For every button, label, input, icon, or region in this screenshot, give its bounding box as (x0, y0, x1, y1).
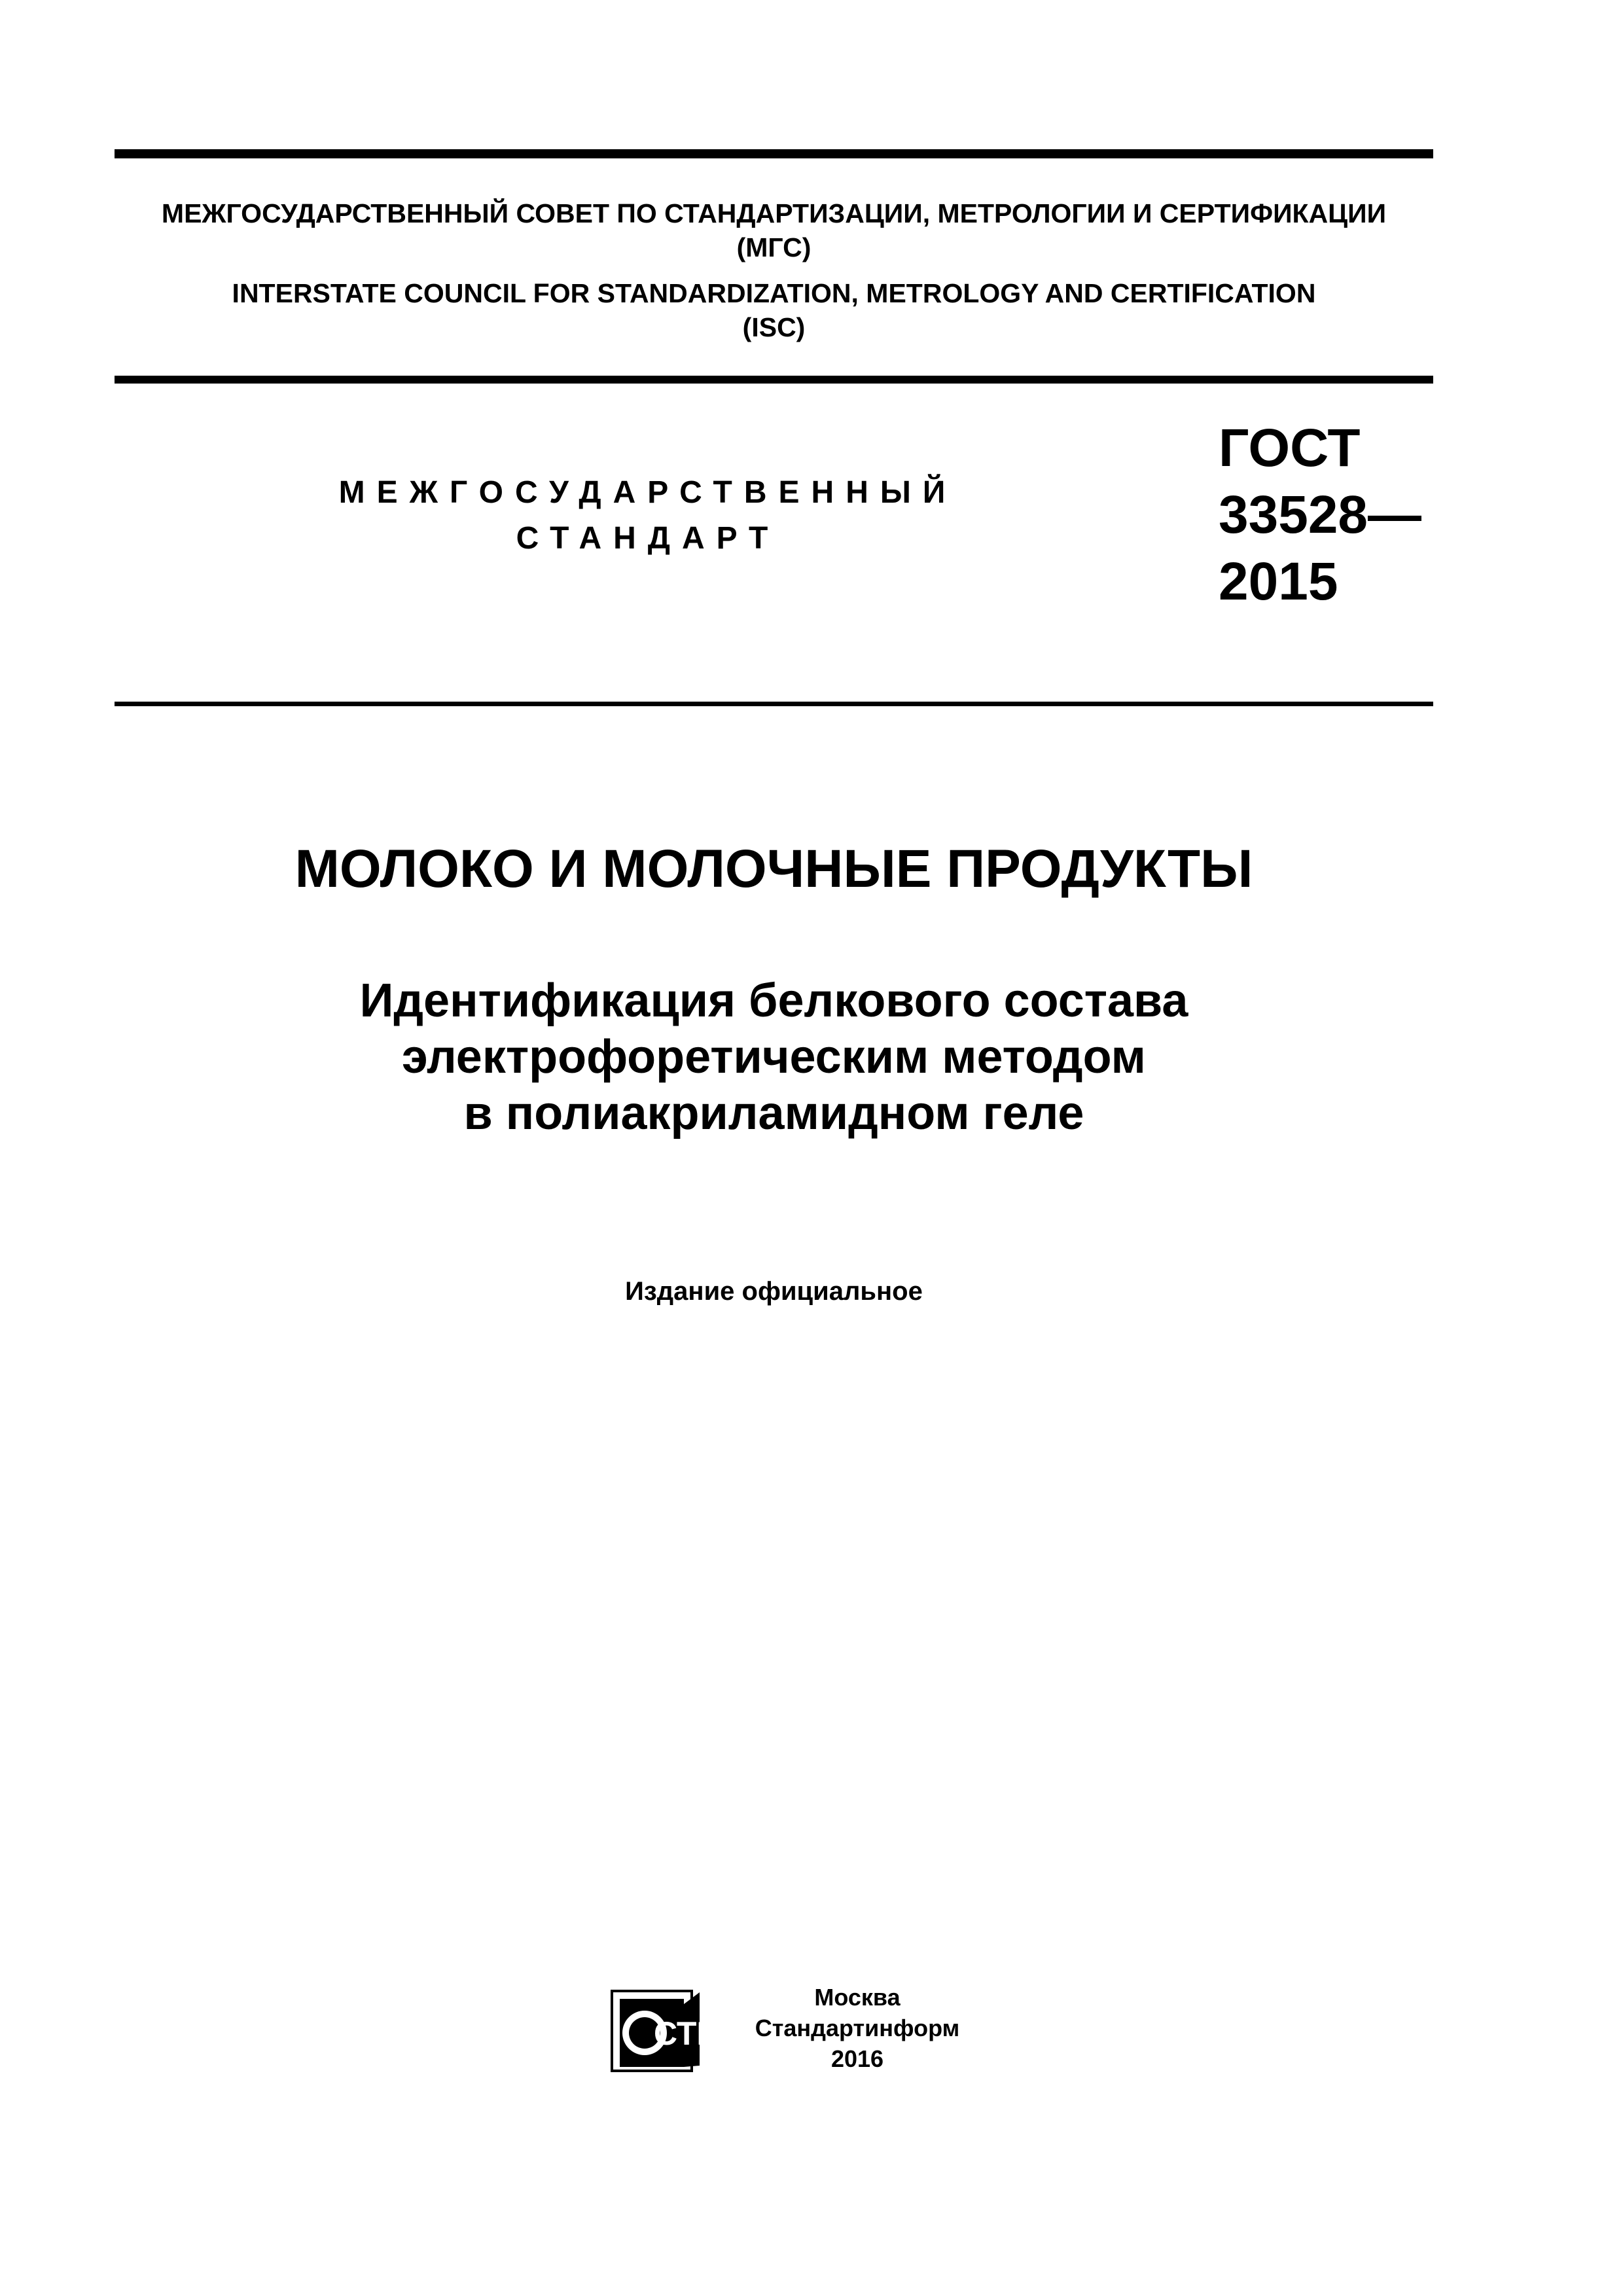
logo-text: СТИ (654, 2015, 721, 2052)
council-name-en (115, 276, 1433, 344)
standard-kind-line1: МЕЖГОСУДАРСТВЕННЫЙ (338, 475, 957, 510)
edition-note: Издание официальное (625, 1277, 923, 1306)
top-rule (115, 149, 1433, 158)
council-name-en-line1: INTERSTATE COUNCIL FOR STANDARDIZATION, METROLOGY AND CERTIFICATION (232, 278, 1316, 308)
council-abbr-ru: (МГС) (736, 232, 812, 262)
middle-rule (115, 376, 1433, 384)
designation-year: 2015 (1219, 552, 1338, 611)
council-name-ru (115, 196, 1433, 264)
council-abbr-en: (ISC) (742, 312, 806, 342)
subtitle-line3: в полиакриламидном геле (463, 1087, 1084, 1139)
document-title: МОЛОКО И МОЛОЧНЫЕ ПРОДУКТЫ (294, 839, 1253, 899)
standard-designation (1219, 415, 1421, 615)
imprint-year: 2016 (830, 2045, 884, 2072)
subtitle-line2: электрофоретическим методом (402, 1031, 1146, 1083)
subtitle-line1: Идентификация белкового состава (359, 975, 1188, 1027)
council-name-ru-line1: МЕЖГОСУДАРСТВЕННЫЙ СОВЕТ ПО СТАНДАРТИЗАЦИИ, МЕТРОЛОГИИ И СЕРТИФИКАЦИИ (161, 198, 1387, 228)
designation-number: 33528— (1219, 485, 1422, 545)
document-subtitle (115, 973, 1433, 1141)
imprint-publisher: Стандартинформ (755, 2015, 960, 2041)
designation-prefix: ГОСТ (1219, 418, 1361, 478)
bottom-rule (115, 702, 1433, 706)
imprint (726, 1982, 988, 2074)
imprint-city: Москва (814, 1984, 901, 2011)
standard-kind-line2: СТАНДАРТ (516, 521, 780, 556)
standartinform-logo-icon (611, 1990, 721, 2075)
